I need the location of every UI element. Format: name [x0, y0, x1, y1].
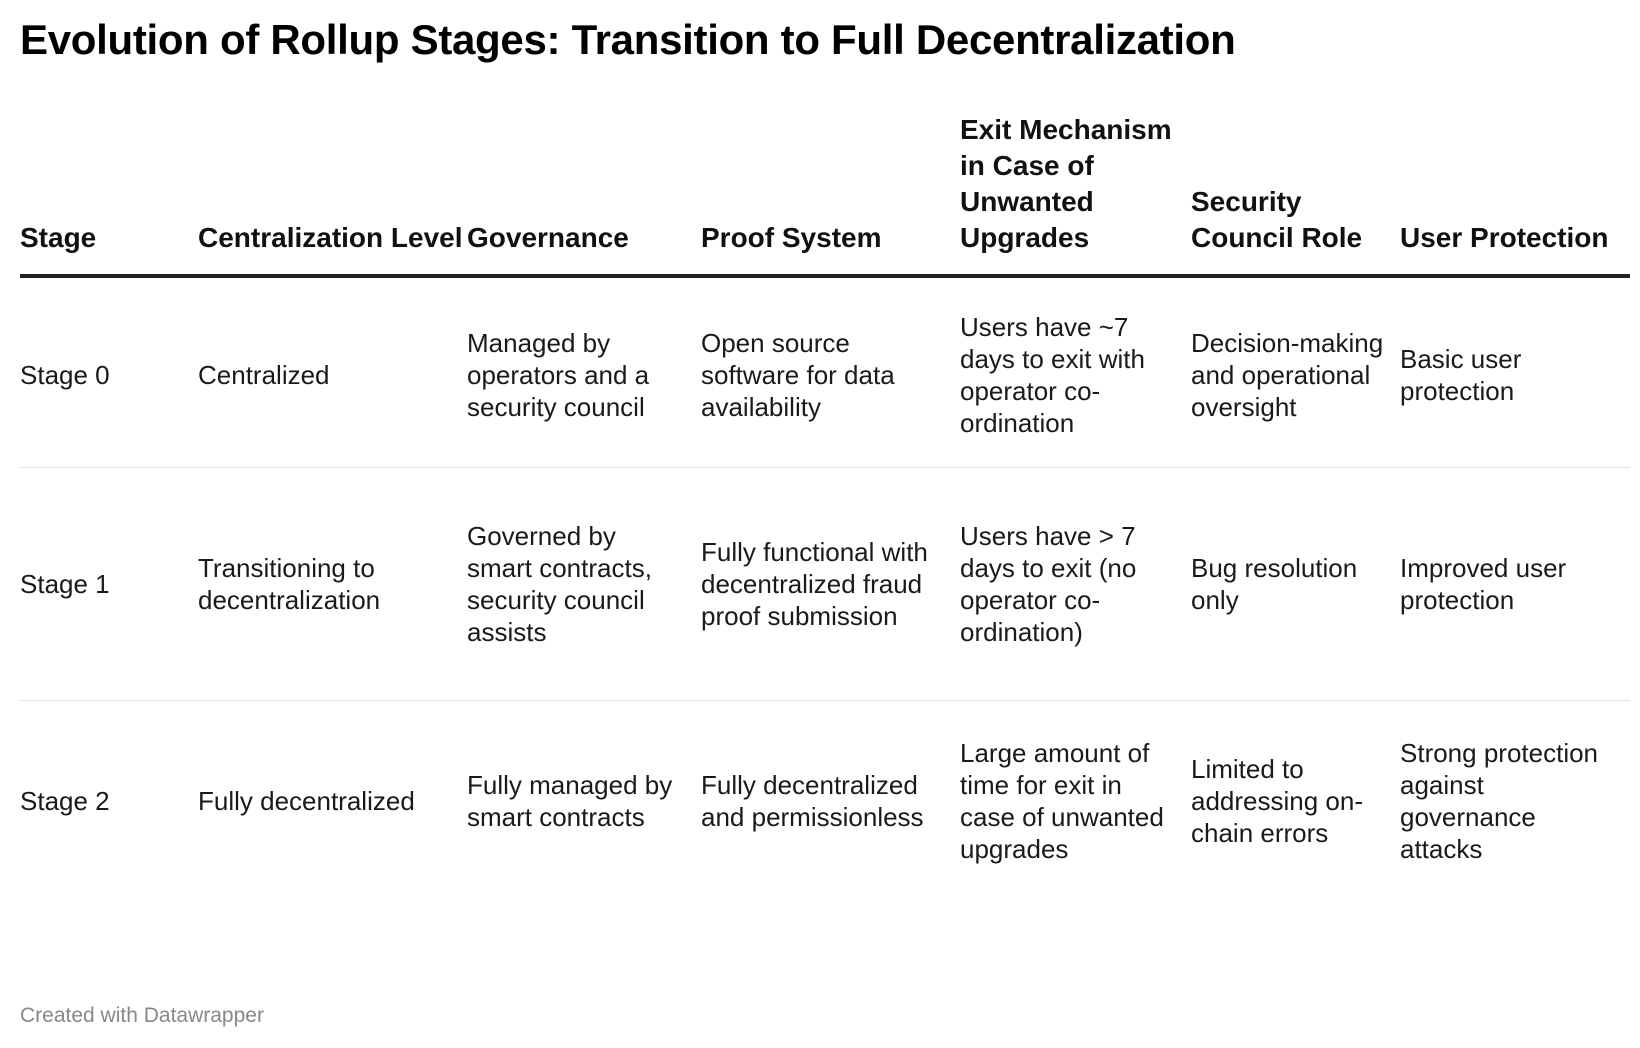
- cell-user-protection: Basic user protection: [1400, 343, 1522, 406]
- page-title: Evolution of Rollup Stages: Transition to Full Decentralization: [20, 16, 1236, 63]
- cell-governance: Governed by smart contracts, security council assists: [467, 467, 701, 700]
- cell-stage: Stage 0: [20, 359, 110, 390]
- cell-stage: Stage 2: [20, 700, 198, 902]
- cell-centralization-level: Centralized: [198, 359, 330, 390]
- table-row: [20, 276, 1630, 467]
- column-header-user-protection: User Protection: [1400, 112, 1630, 276]
- column-header-centralization-level: Centralization Level: [198, 112, 467, 276]
- cell-user-protection: Strong protection against governance attacks: [1400, 700, 1630, 902]
- column-header-stage: Stage: [20, 112, 198, 276]
- cell-security-council-role: Decision-making and operational oversight: [1191, 327, 1384, 422]
- cell-stage: Stage 1: [20, 467, 198, 700]
- cell-proof-system: Open source software for data availability: [701, 327, 895, 422]
- cell-security-council-role: Limited to addressing on-chain errors: [1191, 700, 1400, 902]
- cell-governance: Managed by operators and a security council: [467, 327, 650, 422]
- cell-exit-mechanism: Users have ~7 days to exit with operator co-ordination: [960, 311, 1145, 438]
- column-header-security-council-role: Security Council Role: [1191, 112, 1400, 276]
- cell-exit-mechanism: Users have > 7 days to exit (no operator co-ordination): [960, 467, 1191, 700]
- credit-footer: Created with Datawrapper: [20, 1004, 264, 1027]
- table-body: [20, 276, 1630, 902]
- header-row: [20, 112, 1630, 276]
- cell-centralization-level: Fully decentralized: [198, 700, 467, 902]
- cell-centralization-level: Transitioning to decentralization: [198, 467, 467, 700]
- cell-exit-mechanism: Large amount of time for exit in case of unwanted upgrades: [960, 700, 1191, 902]
- table-row: [20, 700, 1630, 902]
- column-header-governance: Governance: [467, 112, 701, 276]
- cell-security-council-role: Bug resolution only: [1191, 467, 1400, 700]
- rollup-stages-table: [20, 112, 1630, 902]
- cell-user-protection: Improved user protection: [1400, 467, 1630, 700]
- column-header-exit-mechanism: Exit Mechanism in Case of Unwanted Upgrades: [960, 112, 1191, 276]
- column-header-proof-system: Proof System: [701, 112, 960, 276]
- table-row: [20, 467, 1630, 700]
- cell-proof-system: Fully functional with decentralized fraud proof submission: [701, 467, 960, 700]
- table-header: [20, 112, 1630, 276]
- cell-proof-system: Fully decentralized and permissionless: [701, 700, 960, 902]
- cell-governance: Fully managed by smart contracts: [467, 700, 701, 902]
